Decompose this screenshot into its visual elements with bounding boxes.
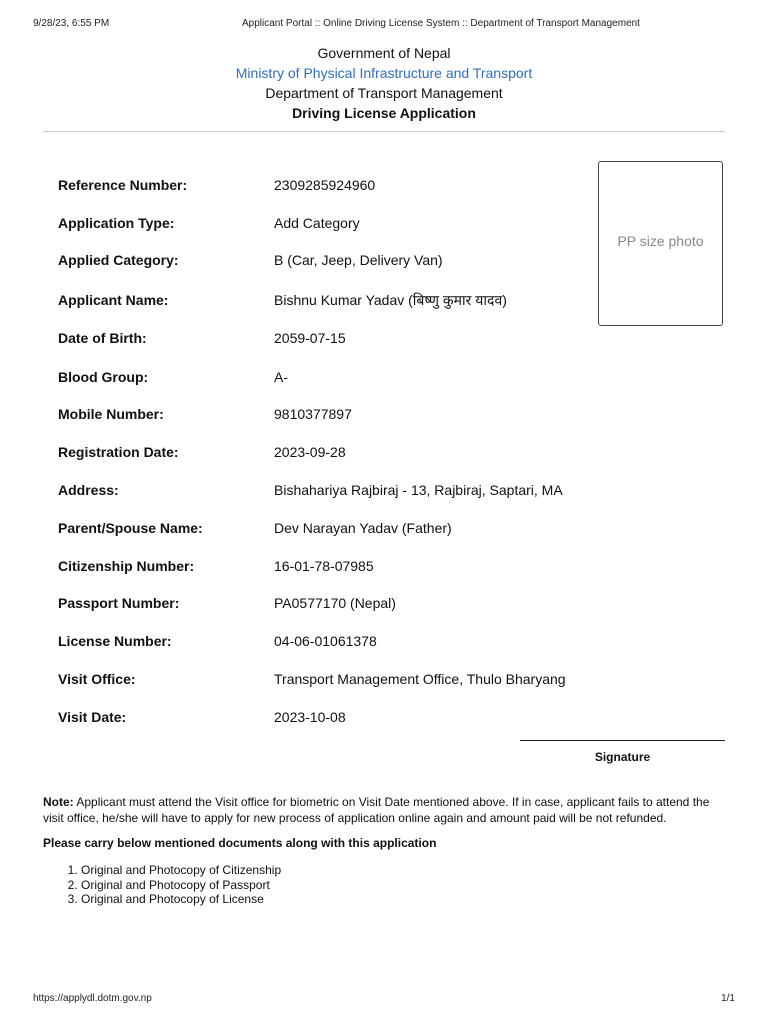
field-citizenship-number <box>58 556 598 576</box>
field-label: Passport Number: <box>58 595 180 611</box>
field-value: 9810377897 <box>274 406 352 422</box>
print-header <box>33 18 735 32</box>
print-url: https://applydl.dotm.gov.np <box>33 993 152 1004</box>
field-parent-spouse-name <box>58 518 598 538</box>
field-label: License Number: <box>58 633 172 649</box>
field-date-of-birth <box>58 328 598 348</box>
photo-placeholder-text: PP size photo <box>617 232 704 249</box>
field-label: Application Type: <box>58 215 175 231</box>
field-passport-number <box>58 593 598 613</box>
field-label: Mobile Number: <box>58 406 164 422</box>
field-value: 2309285924960 <box>274 177 376 193</box>
field-applicant-name <box>58 290 598 310</box>
list-item: 3. Original and Photocopy of License <box>81 892 281 907</box>
field-mobile-number <box>58 404 598 424</box>
field-label: Citizenship Number: <box>58 558 195 574</box>
list-item: 2. Original and Photocopy of Passport <box>81 878 281 893</box>
field-label: Blood Group: <box>58 369 149 385</box>
field-application-type <box>58 213 598 233</box>
documents-title: Please carry below mentioned documents along with this application <box>43 836 437 850</box>
field-value: PA0577170 (Nepal) <box>274 595 396 611</box>
page-number: 1/1 <box>721 993 735 1004</box>
field-visit-date <box>58 707 598 727</box>
field-applied-category <box>58 250 598 270</box>
field-label: Registration Date: <box>58 444 179 460</box>
documents-list <box>43 863 281 907</box>
ministry-name: Ministry of Physical Infrastructure and Transport <box>235 65 533 81</box>
field-registration-date <box>58 442 598 462</box>
field-label: Reference Number: <box>58 177 188 193</box>
field-value: Add Category <box>274 215 360 231</box>
field-address <box>58 480 598 500</box>
print-page-title: Applicant Portal :: Online Driving License System :: Department of Transport Management <box>242 18 640 29</box>
field-value: A- <box>274 369 288 385</box>
document-header <box>0 43 768 123</box>
field-reference-number <box>58 175 598 195</box>
field-value: Bishnu Kumar Yadav (बिष्णु कुमार यादव) <box>274 292 507 308</box>
header-divider <box>43 131 725 132</box>
field-value: 04-06-01061378 <box>274 633 377 649</box>
field-label: Address: <box>58 482 119 498</box>
field-value: 2059-07-15 <box>274 330 346 346</box>
field-label: Visit Office: <box>58 671 136 687</box>
signature-label: Signature <box>594 750 651 764</box>
list-item: 1. Original and Photocopy of Citizenship <box>81 863 281 878</box>
field-value: Dev Narayan Yadav (Father) <box>274 520 452 536</box>
field-blood-group <box>58 367 598 387</box>
document-title: Driving License Application <box>292 105 476 121</box>
signature-line <box>520 740 725 741</box>
photo-placeholder-box <box>598 161 723 326</box>
field-value: 2023-10-08 <box>274 709 346 725</box>
print-date: 9/28/23, 6:55 PM <box>33 18 110 29</box>
field-license-number <box>58 631 598 651</box>
field-visit-office <box>58 669 598 689</box>
department-name: Department of Transport Management <box>265 85 503 101</box>
government-name: Government of Nepal <box>317 45 451 61</box>
field-label: Parent/Spouse Name: <box>58 520 203 536</box>
field-value: Bishahariya Rajbiraj - 13, Rajbiraj, Saptari, MA <box>274 482 563 498</box>
note-prefix: Note: <box>43 795 74 809</box>
field-label: Date of Birth: <box>58 330 147 346</box>
field-label: Applicant Name: <box>58 292 169 308</box>
note-paragraph <box>43 794 728 826</box>
field-label: Applied Category: <box>58 252 179 268</box>
field-value: 16-01-78-07985 <box>274 558 374 574</box>
field-value: Transport Management Office, Thulo Bharyang <box>274 671 566 687</box>
field-value: 2023-09-28 <box>274 444 346 460</box>
note-text: Applicant must attend the Visit office for biometric on Visit Date mentioned above. If in case, applicant fails to attend the visit office, he/she will have to apply for new process of application online again and amount paid will be not refunded. <box>43 795 710 825</box>
field-value: B (Car, Jeep, Delivery Van) <box>274 252 443 268</box>
field-label: Visit Date: <box>58 709 127 725</box>
